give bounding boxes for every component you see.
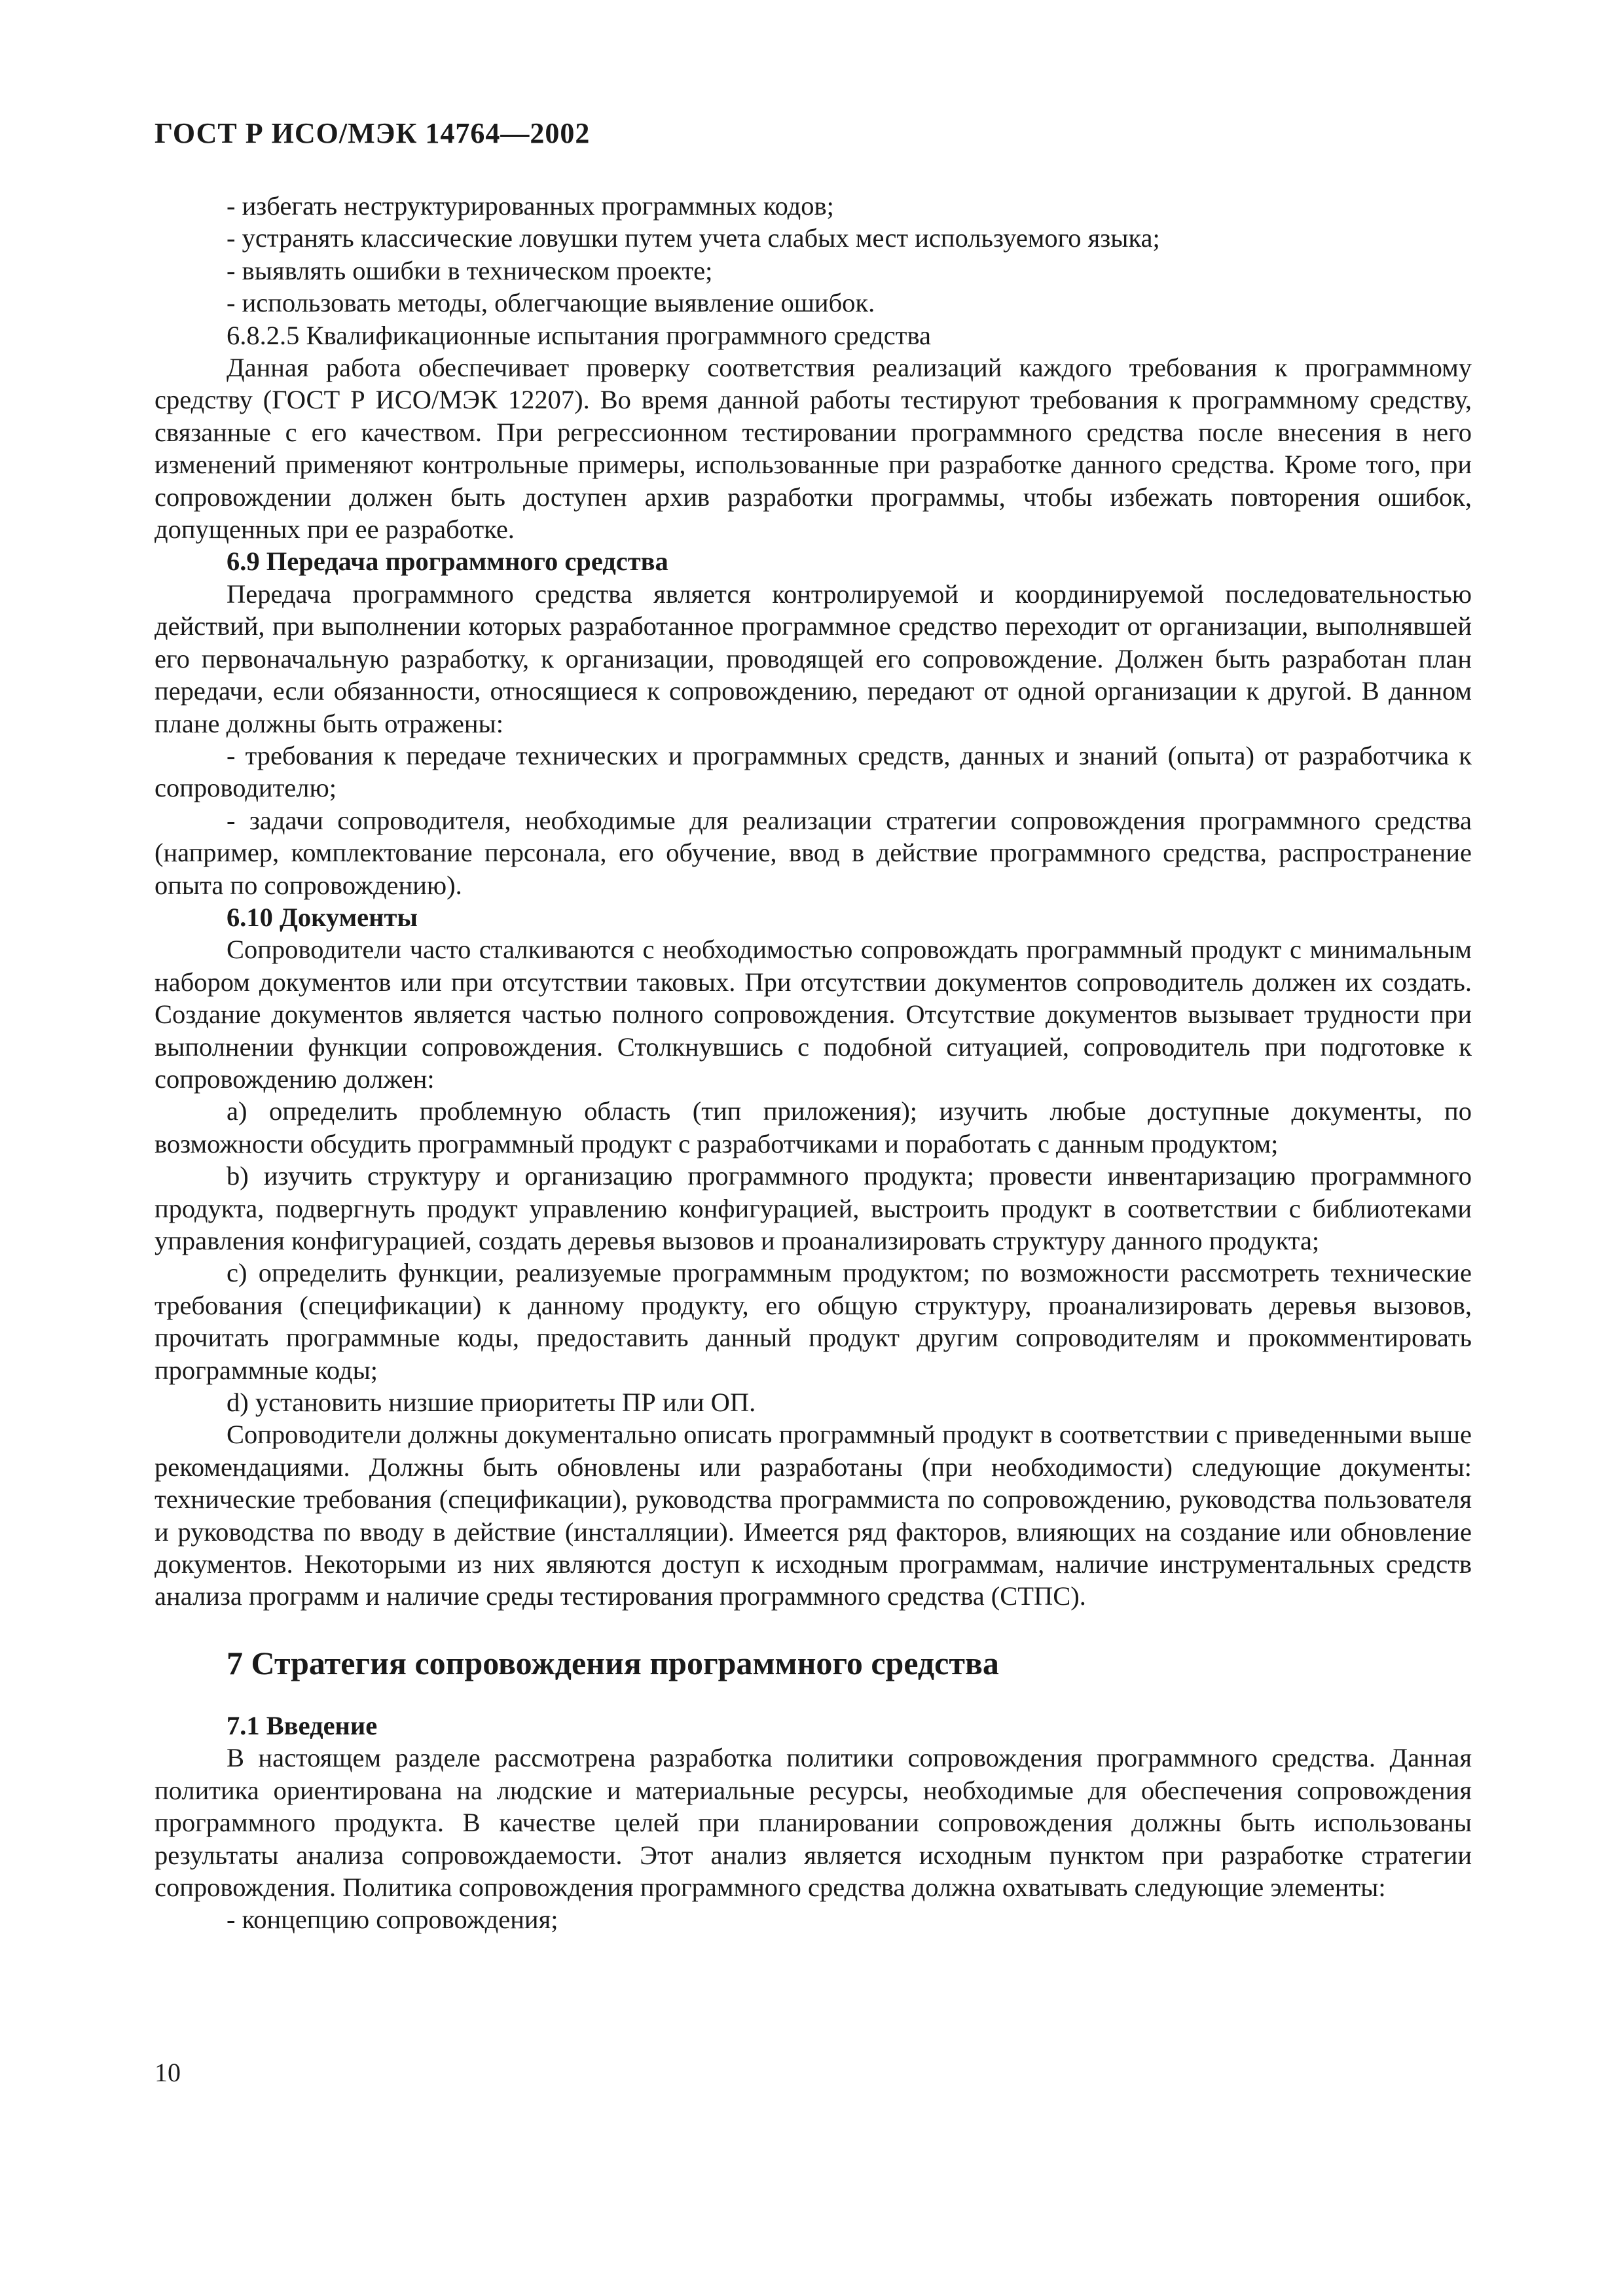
list-item: - концепцию сопровождения; <box>227 1905 558 1935</box>
document-body <box>155 190 1472 1936</box>
list-item: b) изучить структуру и организацию программного продукта; провести инвентаризацию программного продукта, подвергнуть продукт управлению конфигурацией, выстроить продукт в соответствии с библиотеками управления конфигурацией, создать деревья вызовов и проанализировать структуру данного продукта; <box>155 1161 1472 1255</box>
subsection-title: 6.8.2.5 Квалификационные испытания программного средства <box>227 320 932 350</box>
list-item: - выявлять ошибки в техническом проекте; <box>227 255 713 285</box>
paragraph: Сопроводители должны документально описать программный продукт в соответствии с приведенными выше рекомендациями. Должны быть обновлены или разработаны (при необходимости) следующие документы: технические требования (спецификации), руководства программиста по сопровождению, руководства пользователя и руководства по вводу в действие (инсталляции). Имеется ряд факторов, влияющих на создание или обновление документов. Некоторыми из них являются доступ к исходным программам, наличие инструментальных средств анализа программ и наличие среды тестирования программного средства (СТПС). <box>155 1420 1472 1611</box>
section-heading: 6.10 Документы <box>227 902 418 932</box>
list-item: c) определить функции, реализуемые программным продуктом; по возможности рассмотреть технические требования (спецификации) к данному продукту, его общую структуру, проанализировать деревья вызовов, прочитать программные коды, предоставить данный продукт другим сопроводителям и прокомментировать программные коды; <box>155 1258 1472 1385</box>
list-item: - задачи сопроводителя, необходимые для реализации стратегии сопровождения программного средства (например, комплектование персонала, его обучение, ввод в действие программного средства, распространение опыта по сопровождению). <box>155 805 1472 900</box>
list-item: - использовать методы, облегчающие выявление ошибок. <box>227 288 875 318</box>
page-number: 10 <box>155 2058 181 2087</box>
list-item: d) установить низшие приоритеты ПР или ОП. <box>227 1388 756 1418</box>
paragraph: Сопроводители часто сталкиваются с необходимостью сопровождать программный продукт с минимальным набором документов или при отсутствии таковых. При отсутствии документов сопроводитель должен их создать. Создание документов является частью полного сопровождения. Отсутствие документов вызывает трудности при выполнении функции сопровождения. Столкнувшись с подобной ситуацией, сопроводитель при подготовке к сопровождению должен: <box>155 935 1472 1094</box>
document-header: ГОСТ Р ИСО/МЭК 14764—2002 <box>155 117 591 149</box>
list-item: a) определить проблемную область (тип приложения); изучить любые доступные документы, по возможности обсудить программный продукт с разработчиками и поработать с данным продуктом; <box>155 1096 1472 1158</box>
list-item: - требования к передаче технических и программных средств, данных и знаний (опыта) от разработчика к сопроводителю; <box>155 740 1472 803</box>
paragraph: Передача программного средства является контролируемой и координируемой последовательностью действий, при выполнении которых разработанное программное средство переходит от организации, выполнявшей его первоначальную разработку, к организации, проводящей его сопровождение. Должен быть разработан план передачи, если обязанности, относящиеся к сопровождению, передают от одной организации к другой. В данном плане должны быть отражены: <box>155 579 1472 738</box>
section-heading: 7.1 Введение <box>227 1710 378 1740</box>
list-item: - избегать неструктурированных программных кодов; <box>227 191 834 221</box>
list-item: - устранять классические ловушки путем учета слабых мест используемого языка; <box>227 223 1160 253</box>
chapter-heading: 7 Стратегия сопровождения программного средства <box>227 1644 999 1681</box>
paragraph: В настоящем разделе рассмотрена разработка политики сопровождения программного средства. Данная политика ориентирована на людские и материальные ресурсы, необходимые для обеспечения сопровождения программного продукта. В качестве целей при планировании сопровождения должны быть использованы результаты анализа сопровождаемости. Этот анализ является исходным пунктом при разработке стратегии сопровождения. Политика сопровождения программного средства должна охватывать следующие элементы: <box>155 1743 1472 1902</box>
section-heading: 6.9 Передача программного средства <box>227 547 668 577</box>
paragraph: Данная работа обеспечивает проверку соответствия реализаций каждого требования к программному средству (ГОСТ Р ИСО/МЭК 12207). Во время данной работы тестируют требования к программному средству, связанные с его качеством. При регрессионном тестировании программного средства после внесения в него изменений применяют контрольные примеры, использованные при разработке данного средства. Кроме того, при сопровождении должен быть доступен архив разработки программы, чтобы избежать повторения ошибок, допущенных при ее разработке. <box>155 353 1472 545</box>
